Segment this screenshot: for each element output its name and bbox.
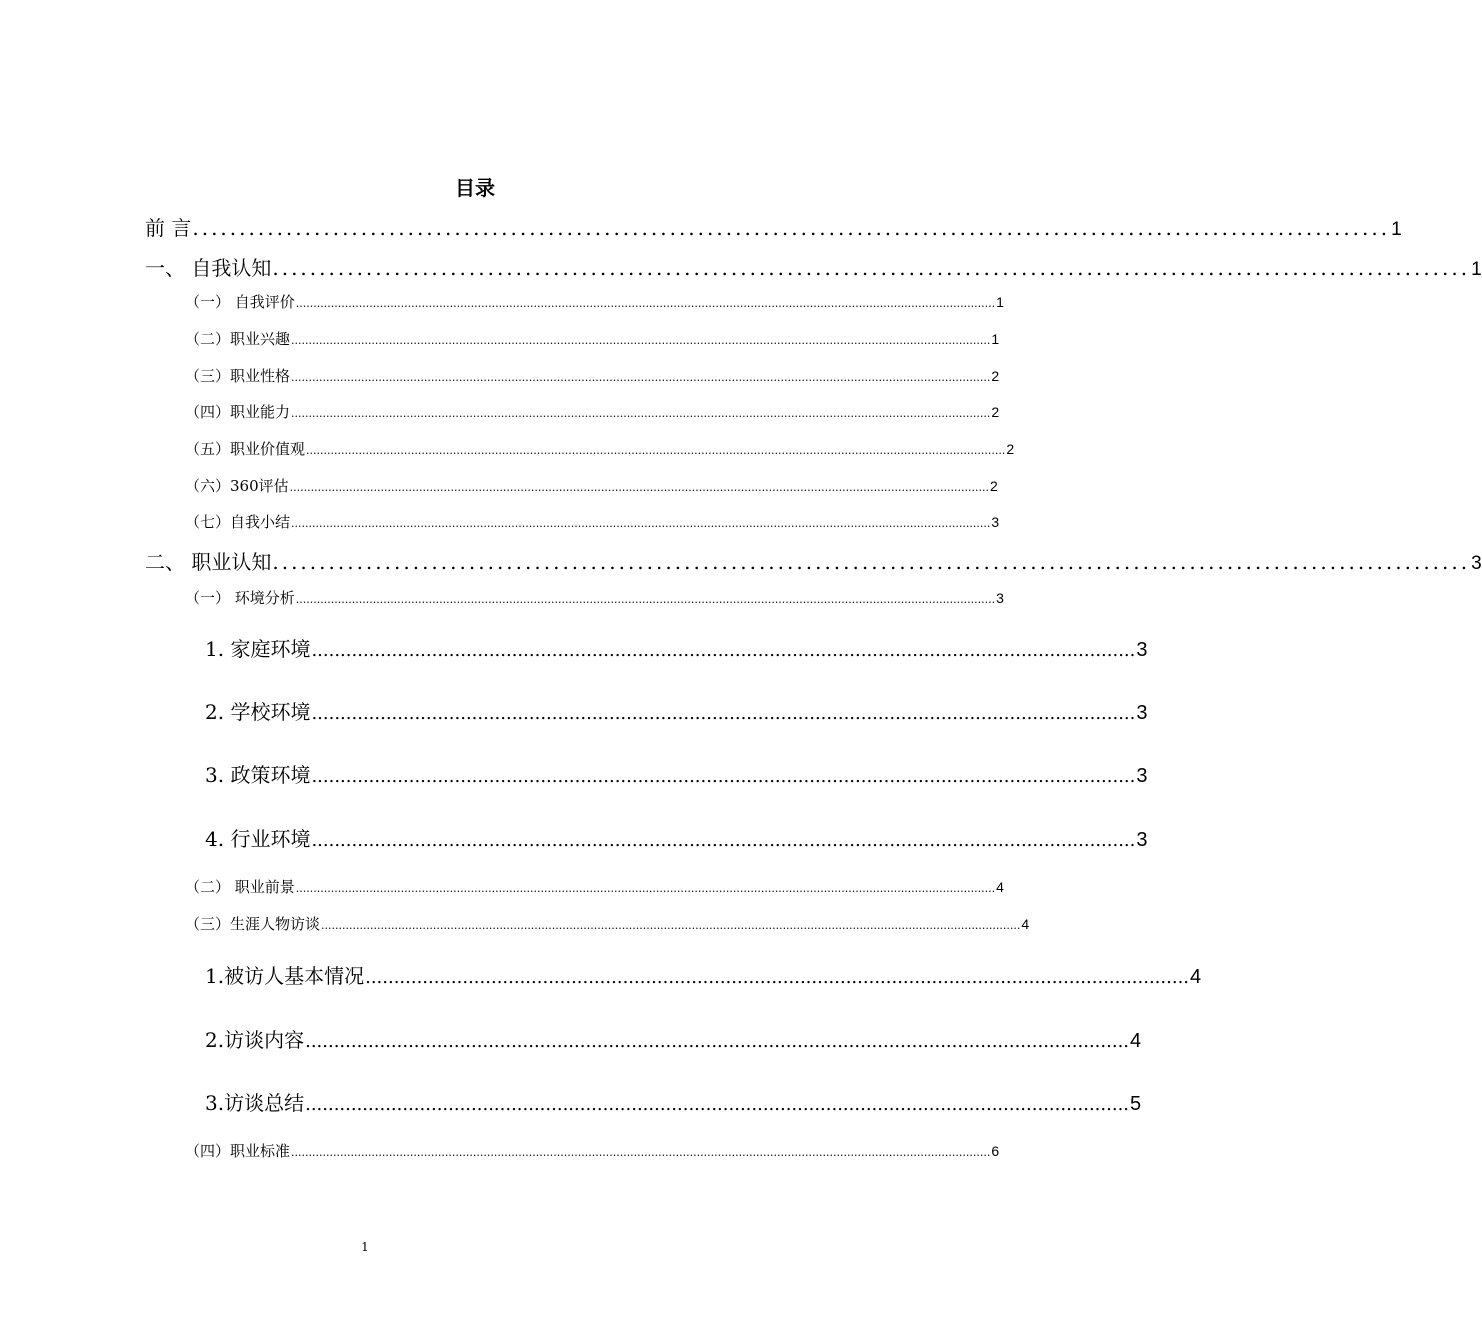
toc-entry[interactable] — [185, 511, 1000, 532]
toc-entry-label: 1.被访人基本情况 — [205, 964, 365, 988]
toc-entry-page: 1 — [991, 331, 1000, 347]
toc-entry[interactable] — [145, 252, 1482, 281]
toc-entry[interactable] — [185, 913, 1030, 934]
toc-entry-page: 1 — [1471, 259, 1482, 280]
toc-entry-label: （四）职业能力 — [185, 403, 291, 421]
toc-entry-label: （一） 环境分析 — [185, 589, 295, 607]
toc-entry-label: （一） 自我评价 — [185, 293, 295, 311]
toc-entry-page: 3 — [996, 590, 1004, 606]
toc-leader: ................................................................................................................................................ — [311, 640, 1136, 661]
toc-entry[interactable] — [205, 823, 1148, 852]
toc-entry-label: （六）360评估 — [185, 477, 289, 495]
toc-entry-page: 3 — [991, 514, 1000, 530]
toc-entry-label: 2.访谈内容 — [205, 1028, 305, 1052]
toc-entry[interactable] — [185, 438, 1015, 459]
toc-entry[interactable] — [185, 365, 1000, 386]
toc-entry-label: （二） 职业前景 — [185, 878, 295, 896]
toc-leader: ........................................................................................................................................................................................................ — [291, 371, 991, 384]
toc-entry[interactable] — [145, 212, 1402, 241]
toc-entry-page: 3 — [1136, 829, 1148, 851]
toc-leader: ........................................................................................................................................................................................................ — [291, 1146, 991, 1159]
toc-leader: ................................................................................................................................................ — [305, 1031, 1130, 1052]
toc-entry[interactable] — [205, 696, 1148, 725]
toc-entry-page: 2 — [989, 478, 998, 494]
toc-entry-page: 2 — [1006, 441, 1015, 457]
toc-entry-page: 4 — [1130, 1030, 1142, 1052]
toc-entry-page: 2 — [991, 368, 1000, 384]
toc-entry-label: （三）生涯人物访谈 — [185, 915, 321, 933]
toc-leader: ................................................................................................................................................ — [311, 703, 1136, 724]
toc-leader: ........................................................................................................................................................................................................ — [289, 481, 989, 494]
toc-entry-label: 一、 自我认知 — [145, 256, 272, 280]
toc-entry[interactable] — [205, 960, 1202, 989]
toc-leader: ................................................................................................................................................ — [311, 766, 1136, 787]
toc-entry-page: 1 — [1391, 219, 1402, 240]
toc-leader: ................................................................................................................................................ — [305, 1094, 1130, 1115]
toc-entry-page: 3 — [1136, 639, 1148, 661]
toc-entry-page: 4 — [1190, 966, 1202, 988]
toc-entry[interactable] — [205, 633, 1148, 662]
toc-entry-page: 3 — [1471, 553, 1482, 574]
toc-entry[interactable] — [185, 876, 1004, 897]
toc-entry-label: 1. 家庭环境 — [205, 637, 311, 661]
toc-leader: ........................................................................................................................................................................................................ — [291, 407, 991, 420]
toc-title: 目录 — [455, 176, 495, 200]
toc-entry[interactable] — [145, 546, 1482, 575]
toc-leader: ................................................................................................................................................ — [365, 967, 1190, 988]
toc-leader: ........................................................................................................................................................................................................ — [291, 334, 991, 347]
toc-entry-page: 3 — [1136, 765, 1148, 787]
toc-entry-label: 二、 职业认知 — [145, 550, 272, 574]
toc-leader: ................................................................................................................................ — [272, 256, 1471, 280]
toc-entry-label: （三）职业性格 — [185, 367, 291, 385]
toc-entry[interactable] — [185, 328, 1000, 349]
toc-entry-page: 6 — [991, 1143, 1000, 1159]
toc-entry-page: 4 — [1021, 916, 1030, 932]
toc-entry[interactable] — [185, 475, 998, 496]
toc-leader: ........................................................................................................................................................................................................ — [306, 444, 1006, 457]
toc-leader: ................................................................................................................................................ — [311, 830, 1136, 851]
toc-entry-label: 2. 学校环境 — [205, 700, 311, 724]
toc-entry-label: 前 言 — [145, 216, 192, 240]
toc-entry-page: 3 — [1136, 702, 1148, 724]
toc-leader: ........................................................................................................................................................................................................ — [321, 919, 1021, 932]
toc-entry[interactable] — [205, 1024, 1142, 1053]
toc-entry-label: 3.访谈总结 — [205, 1091, 305, 1115]
toc-entry[interactable] — [205, 1087, 1142, 1116]
toc-entry-page: 4 — [996, 879, 1004, 895]
toc-entry-page: 1 — [996, 294, 1004, 310]
toc-entry[interactable] — [185, 291, 1004, 312]
toc-entry-label: 4. 行业环境 — [205, 827, 311, 851]
toc-leader: ........................................................................................................................................................................................................ — [295, 593, 996, 606]
toc-leader: ................................................................................................................................ — [192, 216, 1391, 240]
toc-entry-label: （四）职业标准 — [185, 1142, 291, 1160]
toc-entry-page: 5 — [1130, 1093, 1142, 1115]
toc-entry[interactable] — [185, 587, 1004, 608]
toc-entry-label: 3. 政策环境 — [205, 763, 311, 787]
toc-leader: ........................................................................................................................................................................................................ — [291, 517, 991, 530]
toc-entry[interactable] — [185, 401, 1000, 422]
toc-entry-label: （七）自我小结 — [185, 513, 291, 531]
toc-entry-page: 2 — [991, 404, 1000, 420]
toc-entry[interactable] — [205, 759, 1148, 788]
toc-leader: ........................................................................................................................................................................................................ — [295, 882, 996, 895]
page-number: 1 — [361, 1240, 369, 1254]
toc-entry-label: （二）职业兴趣 — [185, 330, 291, 348]
toc-leader: ................................................................................................................................ — [272, 550, 1471, 574]
toc-entry-label: （五）职业价值观 — [185, 440, 306, 458]
toc-entry[interactable] — [185, 1140, 1000, 1161]
toc-leader: ........................................................................................................................................................................................................ — [295, 297, 996, 310]
